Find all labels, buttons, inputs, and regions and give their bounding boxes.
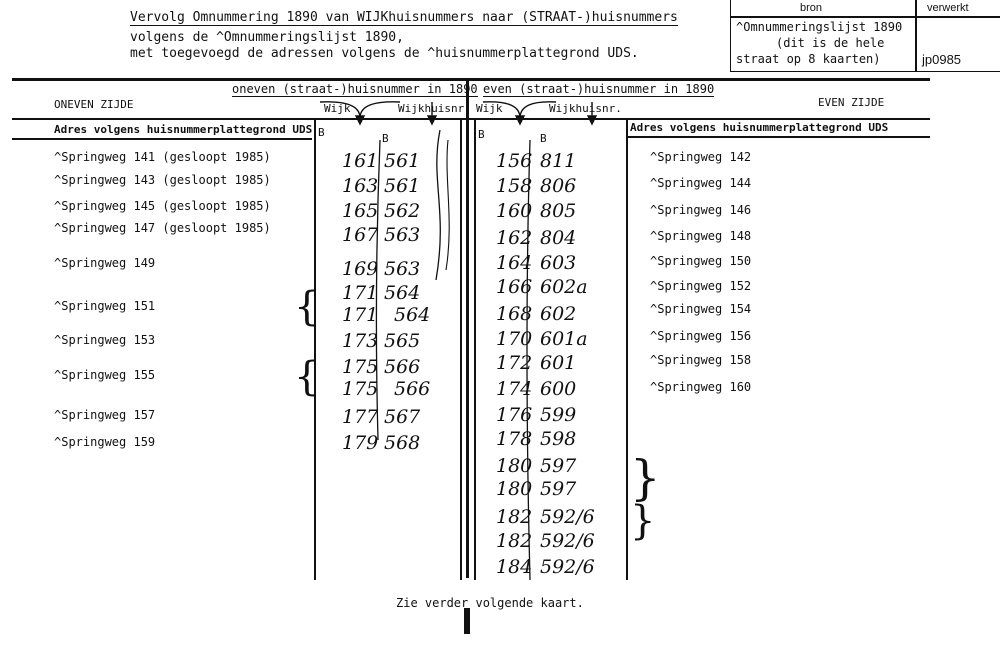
odd-address: ^Springweg 143 (gesloopt 1985) <box>54 173 271 187</box>
odd-wijk-number: 563 <box>384 258 421 280</box>
even-street-number: 184 <box>496 556 533 578</box>
even-wijk-number: 602a <box>540 276 588 298</box>
odd-street-number: 163 <box>342 175 379 197</box>
even-street-number: 180 <box>496 478 533 500</box>
even-wijk-number: 811 <box>540 150 577 172</box>
even-col-rule-left <box>474 120 476 580</box>
odd-address: ^Springweg 153 <box>54 333 156 347</box>
odd-group-heading: oneven (straat-)huisnummer in 1890 <box>232 82 478 96</box>
odd-address: ^Springweg 155 <box>54 368 156 382</box>
even-street-number: 158 <box>496 175 533 197</box>
odd-street-number: 173 <box>342 330 379 352</box>
even-street-number: 156 <box>496 150 533 172</box>
even-address: ^Springweg 150 <box>650 254 752 268</box>
odd-address: ^Springweg 147 (gesloopt 1985) <box>54 221 271 235</box>
even-address: ^Springweg 156 <box>650 329 752 343</box>
odd-wijk-number: 566 <box>384 356 421 378</box>
odd-brace-2: { <box>294 354 320 400</box>
odd-address: ^Springweg 159 <box>54 435 156 449</box>
bron-text-2: (dit is de hele <box>776 36 885 50</box>
odd-street-number: 165 <box>342 200 379 222</box>
even-address: ^Springweg 158 <box>650 353 752 367</box>
odd-wijk-number: 567 <box>384 406 421 428</box>
even-street-number: 178 <box>496 428 533 450</box>
odd-brace-1: { <box>294 284 320 330</box>
odd-wijk-heading: Wijk <box>324 102 351 115</box>
even-street-number: 174 <box>496 378 533 400</box>
column-arrows <box>300 90 660 130</box>
odd-b-label-2: B <box>382 132 389 145</box>
even-wijk-number: 602 <box>540 303 577 325</box>
even-wijk-number: 599 <box>540 404 577 426</box>
even-address: ^Springweg 142 <box>650 150 752 164</box>
even-wijk-number: 592/6 <box>540 506 595 528</box>
odd-street-number: 167 <box>342 224 379 246</box>
even-street-number: 182 <box>496 530 533 552</box>
even-address: ^Springweg 160 <box>650 380 752 394</box>
odd-street-number: 175 <box>342 378 379 400</box>
center-rule-foot <box>464 608 470 634</box>
even-street-number: 168 <box>496 303 533 325</box>
even-street-number: 182 <box>496 506 533 528</box>
odd-street-number: 175 <box>342 356 379 378</box>
even-wijk-number: 804 <box>540 227 577 249</box>
odd-street-number: 171 <box>342 304 379 326</box>
bron-divider <box>730 16 1000 18</box>
even-wijk-number: 597 <box>540 478 577 500</box>
even-wijk-number: 601a <box>540 328 588 350</box>
even-street-number: 180 <box>496 455 533 477</box>
even-address: ^Springweg 154 <box>650 302 752 316</box>
even-wijk-number: 597 <box>540 455 577 477</box>
header-title-line2: volgens de ^Omnummeringslijst 1890, <box>130 30 404 45</box>
even-street-number: 176 <box>496 404 533 426</box>
odd-wijk-number: 562 <box>384 200 421 222</box>
footer-note: Zie verder volgende kaart. <box>396 596 584 610</box>
odd-wijk-number: 563 <box>384 224 421 246</box>
odd-addr-header: Adres volgens huisnummerplattegrond UDS <box>54 123 313 136</box>
even-brace-2: } <box>630 498 656 544</box>
bron-label: bron <box>800 2 823 14</box>
even-col-rule-right <box>626 120 628 580</box>
even-wijk-number: 600 <box>540 378 577 400</box>
odd-wijk-number: 565 <box>384 330 421 352</box>
even-b-label-1: B <box>478 128 485 141</box>
even-addr-rule <box>628 136 930 138</box>
odd-street-number: 177 <box>342 406 379 428</box>
odd-col-rule-left <box>314 120 316 580</box>
odd-wijk-number: 566 <box>394 378 431 400</box>
odd-street-number: 169 <box>342 258 379 280</box>
handwritten-vertical-note <box>420 120 460 290</box>
header-title-line3: met toegevoegd de adressen volgens de ^huisnummerplattegrond UDS. <box>130 46 639 61</box>
verwerkt-code: jp0985 <box>922 52 962 67</box>
even-street-number: 172 <box>496 352 533 374</box>
odd-wijk-number: 561 <box>384 150 421 172</box>
center-rule <box>466 78 469 578</box>
even-wijk-number: 598 <box>540 428 577 450</box>
even-wijk-number: 601 <box>540 352 577 374</box>
even-b-label-2: B <box>540 132 547 145</box>
even-brace-1: } <box>630 450 661 506</box>
odd-address: ^Springweg 151 <box>54 299 156 313</box>
odd-street-number: 171 <box>342 282 379 304</box>
even-wijk-number: 805 <box>540 200 577 222</box>
even-wijk-number: 603 <box>540 252 577 274</box>
even-street-number: 160 <box>496 200 533 222</box>
bron-text-3: straat op 8 kaarten) <box>736 52 881 66</box>
top-rule <box>12 78 930 81</box>
even-side-label: EVEN ZIJDE <box>818 96 885 109</box>
even-address: ^Springweg 144 <box>650 176 752 190</box>
odd-side-label: ONEVEN ZIJDE <box>54 98 134 111</box>
even-street-number: 166 <box>496 276 533 298</box>
odd-address: ^Springweg 141 (gesloopt 1985) <box>54 150 271 164</box>
odd-b-label-1: B <box>318 126 325 139</box>
bron-text-1: ^Omnummeringslijst 1890 <box>736 20 903 34</box>
even-address: ^Springweg 146 <box>650 203 752 217</box>
odd-col-rule-right <box>460 120 462 580</box>
even-wijk-number: 592/6 <box>540 556 595 578</box>
odd-street-number: 179 <box>342 432 379 454</box>
even-group-heading: even (straat-)huisnummer in 1890 <box>483 82 715 96</box>
odd-addr-rule <box>12 138 312 140</box>
even-street-number: 170 <box>496 328 533 350</box>
odd-street-number: 161 <box>342 150 379 172</box>
odd-address: ^Springweg 157 <box>54 408 156 422</box>
odd-wijk-number: 564 <box>394 304 431 326</box>
even-address: ^Springweg 152 <box>650 279 752 293</box>
even-wijkhuisnr-heading: Wijkhuisnr. <box>549 102 622 115</box>
verwerkt-label: verwerkt <box>927 2 969 14</box>
even-wijk-number: 592/6 <box>540 530 595 552</box>
odd-address: ^Springweg 145 (gesloopt 1985) <box>54 199 271 213</box>
odd-wijkhuisnr-heading: Wijkhuisnr. <box>398 102 471 115</box>
even-street-number: 162 <box>496 227 533 249</box>
odd-wijk-number: 568 <box>384 432 421 454</box>
even-wijk-number: 806 <box>540 175 577 197</box>
odd-address: ^Springweg 149 <box>54 256 156 270</box>
even-street-number: 164 <box>496 252 533 274</box>
even-addr-header: Adres volgens huisnummerplattegrond UDS <box>630 121 889 134</box>
subheader-rule <box>12 118 930 120</box>
even-wijk-heading: Wijk <box>476 102 503 115</box>
odd-wijk-number: 564 <box>384 282 421 304</box>
even-address: ^Springweg 148 <box>650 229 752 243</box>
header-title-line1: Vervolg Omnummering 1890 van WIJKhuisnummers naar (STRAAT-)huisnummers <box>130 10 678 25</box>
odd-wijk-number: 561 <box>384 175 421 197</box>
